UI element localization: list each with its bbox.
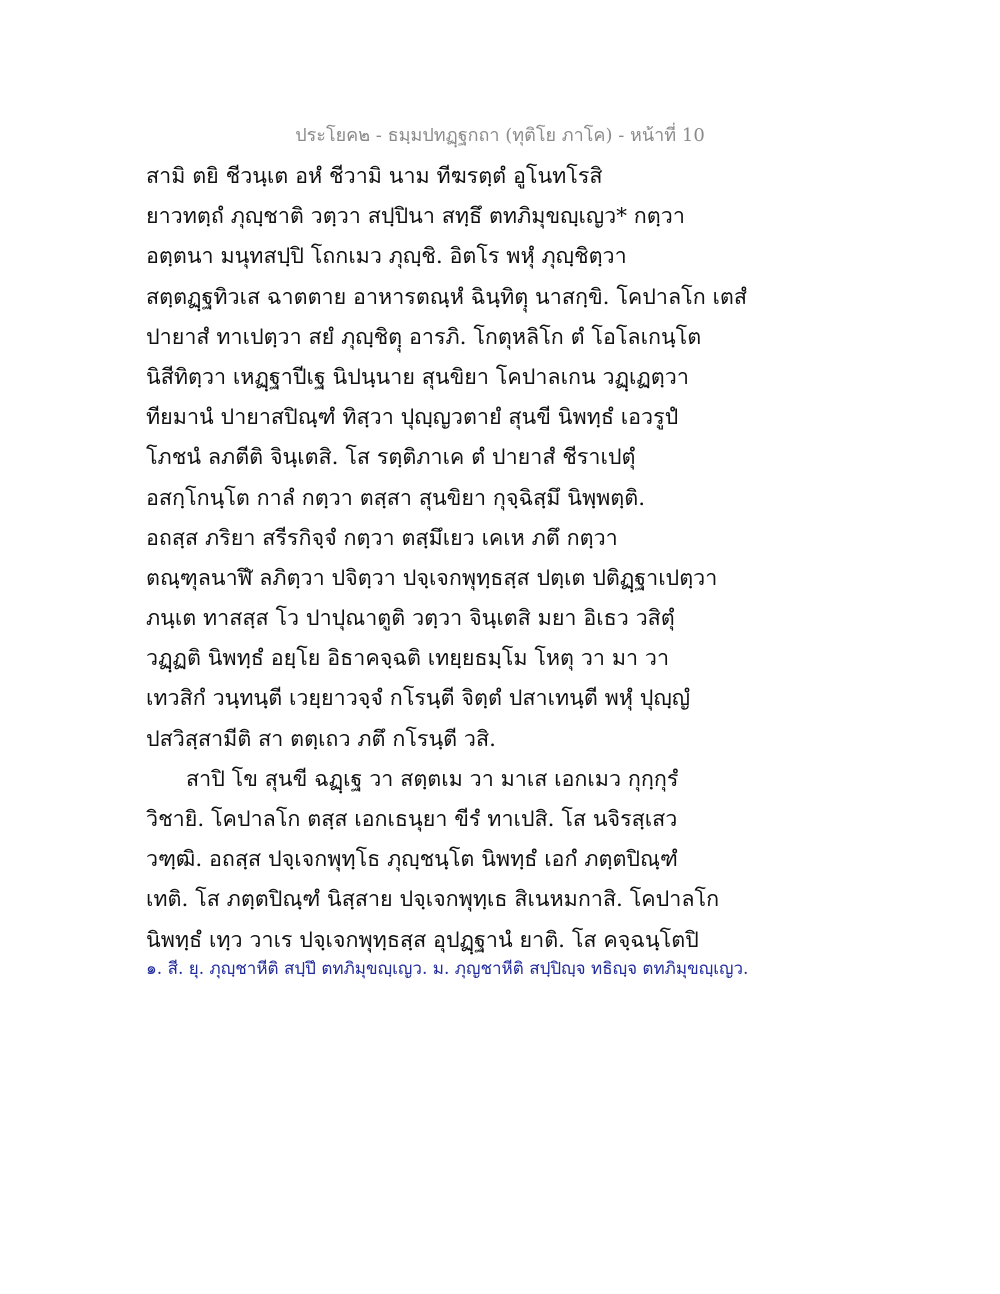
- text-line: เทวสิกํ วนฺทนฺตี เวยฺยาวจฺจํ กโรนฺตี จิตฺตํ ปสาเทนฺตี พหุํ ปุญฺญํ: [146, 686, 691, 712]
- text-line: ยาวทตฺถํ ภุญฺชาติ วตฺวา สปฺปินา สทฺธึ ตทภิมุขญฺเญว* กตฺวา: [146, 204, 685, 230]
- text-line: นิสีทิตฺวา เหฏฺฐาปีเฐ นิปนฺนาย สุนขิยา โคปาลเกน วฏฺเฏตฺวา: [146, 364, 689, 390]
- text-line: วิชายิ. โคปาลโก ตสฺส เอกเธนุยา ขีรํ ทาเปสิ. โส นจิรสฺเสว: [146, 807, 678, 832]
- text-line: ทียมานํ ปายาสปิณฺฑํ ทิสฺวา ปุญฺญวตายํ สุนขี นิพทฺธํ เอวรูปํ: [146, 405, 679, 431]
- text-line: เทติ. โส ภตฺตปิณฺฑํ นิสฺสาย ปจฺเจกพุทฺเธ สิเนหมกาสิ. โคปาลโก: [146, 887, 720, 913]
- text-line: สามิ ตยิ ชีวนฺเต อหํ ชีวามิ นาม ทีฆรตฺตํ อูโนทโรสิ: [146, 164, 603, 189]
- text-line: ตณฺฑุลนาฬึ ลภิตฺวา ปจิตฺวา ปจฺเจกพุทฺธสฺส ปตฺเต ปติฏฺฐาเปตฺวา: [146, 565, 718, 591]
- footnote: ๑. สี. ยุ. ภุญฺชาหีติ สปฺปึ ตทภิมุขญฺเญว. ม. ภุญชาหีติ สปฺปิญฺจ ทธิญฺจ ตทภิมุขญฺเญว.: [146, 959, 749, 979]
- body-text: [146, 157, 747, 961]
- text-line: อตฺตนา มนุทสปฺปิ โถกเมว ภุญฺชิ. อิตโร พหุํ ภุญฺชิตฺวา: [146, 244, 627, 270]
- text-line: ปายาสํ ทาเปตฺวา สยํ ภุญฺชิตฺุ อารภิ. โกตุหลิโก ตํ โอโลเกนฺโต: [146, 324, 702, 350]
- text-line: นิพทฺธํ เทฺว วาเร ปจฺเจกพุทฺธสฺส อุปฏฺฐานํ ยาติ. โส คจฺฉนฺโตปิ: [146, 927, 699, 953]
- paragraph-start-line: สาปิ โข สุนขี ฉฏฺเฐ วา สตฺตเม วา มาเส เอกเมว กุกฺกุรํ: [186, 766, 679, 792]
- text-line: อสกฺโกนฺโต กาลํ กตฺวา ตสฺสา สุนขิยา กุจฺฉิสฺมึ นิพฺพตฺติ.: [146, 485, 646, 511]
- text-line: ภนฺเต ทาสสฺส โว ปาปุณาตูติ วตฺวา จินฺเตสิ มยา อิเธว วสิตุํ: [146, 606, 675, 632]
- text-line: โภชนํ ลภตีติ จินฺเตสิ. โส รตฺติภาเค ตํ ปายาสํ ชีราเปตุํ: [146, 445, 636, 471]
- running-head: ประโยค๒ - ธมฺมปทฏฺฐกถา (ทุติโย ภาโค) - หน้าที่ 10: [295, 125, 705, 146]
- text-line: ปสวิสฺสามีติ สา ตตฺเถว ภตึ กโรนฺตี วสิ.: [146, 726, 496, 752]
- text-line: อถสฺส ภริยา สรีรกิจฺจํ กตฺวา ตสฺมึเยว เคเห ภตึ กตฺวา: [146, 525, 618, 551]
- text-line: สตฺตฏฺฐทิวเส ฉาตตาย อาหารตณฺหํ ฉินฺทิตฺุ นาสกฺขิ. โคปาลโก เตสํ: [146, 284, 747, 310]
- text-line: วฑฺฒิ. อถสฺส ปจฺเจกพุทฺโธ ภุญฺชนฺโต นิพทฺธํ เอกํ ภตฺตปิณฺฑํ: [146, 847, 678, 873]
- text-line: วฏฺฏติ นิพทฺธํ อยฺโย อิธาคจฺฉติ เทยฺยธมฺโม โหตุ วา มา วา: [146, 646, 670, 672]
